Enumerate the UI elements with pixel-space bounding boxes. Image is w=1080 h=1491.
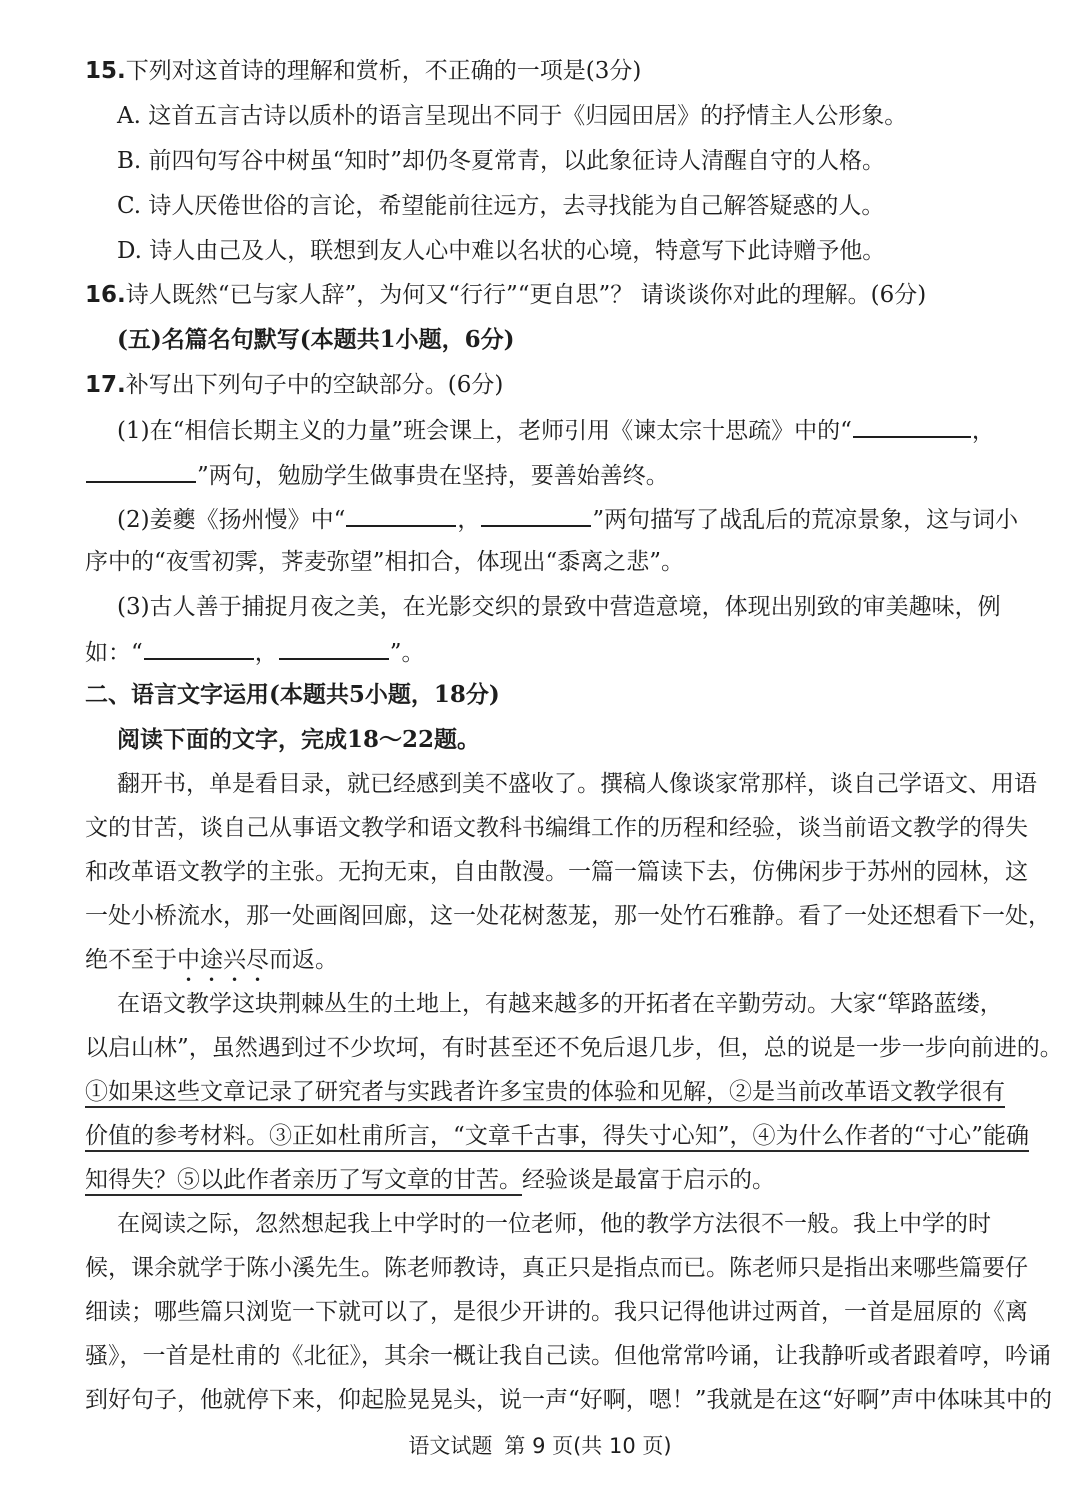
section-5-heading: (五)名篇名句默写(本题共1小题，6分) [117,326,515,353]
footer-page-number: 第 9 页(共 10 页) [504,1434,672,1458]
q17-item1-comma: ， [971,418,995,444]
answer-blank[interactable] [853,414,971,438]
passage-p2-line1: 在语文教学这块荆棘丛生的土地上，有越来越多的开拓者在辛勤劳动。大家“筚路蓝缕， [117,991,1003,1017]
passage-p1-line1: 翻开书，单是看目录，就已经感到美不盛收了。撰稿人像谈家常那样，谈自己学语文、用语 [117,771,1037,797]
q17-item1-line2 [85,459,1000,491]
q17-stem-line [85,370,1000,400]
q17-stem: 补写出下列句子中的空缺部分。(6分) [125,372,504,398]
answer-blank[interactable] [481,503,591,527]
q17-item2-line2: 序中的“夜雪初霁，荠麦弥望”相扣合，体现出“黍离之悲”。 [85,549,685,575]
answer-blank[interactable] [346,503,456,527]
reading-instruction: 阅读下面的文字，完成18～22题。 [117,726,481,753]
q15-stem: 下列对这首诗的理解和赏析，不正确的一项是(3分) [125,58,642,84]
passage-p2-line3 [85,1077,1005,1107]
q15-option-b: B. 前四句写谷中树虽“知时”却仍冬夏常青，以此象征诗人清醒自守的人格。 [117,148,886,174]
q16-number: 16. [85,282,126,308]
q17-number: 17. [85,372,126,398]
passage-p3-line5: 到好句子，他就停下来，仰起脸晃晃头，说一声“好啊，嗯！”我就是在这“好啊”声中体味其中的 [85,1387,1053,1413]
underlined-sentence-2-end: 价值的参考材料。 [85,1123,269,1152]
footer-subject: 语文试题 [408,1434,493,1458]
passage-p2-line4 [85,1121,1030,1151]
q15-number: 15. [85,58,126,84]
q17-item3-comma: ， [254,640,278,666]
q15-option-d: D. 诗人由己及人，联想到友人心中难以名状的心境，特意写下此诗赠予他。 [117,238,886,264]
passage-p1-line5 [85,945,1000,987]
q15-option-a: A. 这首五言古诗以质朴的语言呈现出不同于《归园田居》的抒情主人公形象。 [117,103,908,129]
q17-item1-tail: ”两句，勉励学生做事贵在坚持，要善始善终。 [197,463,669,489]
q17-item3-tail: ”。 [389,640,425,666]
passage-p1-line3: 和改革语文教学的主张。无拘无束，自由散漫。一篇一篇读下去，仿佛闲步于苏州的园林，这 [85,859,1028,885]
q17-item2-text: (2)姜夔《扬州慢》中“ [117,507,346,533]
q16-stem: 诗人既然“已与家人辞”，为何又“行行”“更自思”？ 请谈谈你对此的理解。(6分) [125,282,927,308]
underlined-sentence-4: ④为什么作者的“寸心”能确 [753,1123,1030,1152]
underlined-sentence-2: ②是当前改革语文教学很有 [729,1079,1005,1108]
underlined-sentence-1: ①如果这些文章记录了研究者与实践者许多宝贵的体验和见解， [85,1079,729,1108]
q17-item2-line1 [117,503,1019,535]
passage-p1-line2: 文的甘苦，谈自己从事语文教学和语文教科书编缉工作的历程和经验，谈当前语文教学的得失 [85,815,1028,841]
passage-p3-line1: 在阅读之际，忽然想起我上中学时的一位老师，他的教学方法很不一般。我上中学的时 [117,1211,991,1237]
answer-blank[interactable] [86,459,196,483]
q17-item2-comma: ， [457,507,481,533]
q17-item1-text: (1)在“相信长期主义的力量”班会课上，老师引用《谏太宗十思疏》中的“ [117,418,852,444]
passage-text: 绝不至于 [85,947,177,973]
underlined-sentence-3: ③正如杜甫所言，“文章千古事，得失寸心知”， [269,1123,753,1152]
q17-item3-prefix: 如：“ [85,640,143,666]
passage-p1-line4: 一处小桥流水，那一处画阁回廊，这一处花树葱茏，那一处竹石雅静。看了一处还想看下一处， [85,903,1051,929]
passage-p2-line2: 以启山林”，虽然遇到过不少坎坷，有时甚至还不免后退几步，但，总的说是一步一步向前进的。 [85,1035,1063,1061]
underlined-sentence-4-end: 知得失？ [85,1167,177,1196]
q15-option-c: C. 诗人厌倦世俗的言论，希望能前往远方，去寻找能为自己解答疑惑的人。 [117,193,885,219]
dotted-phrase: 中途兴尽 [177,947,269,973]
answer-blank[interactable] [279,636,389,660]
answer-blank[interactable] [144,636,254,660]
passage-p3-line4: 骚》，一首是杜甫的《北征》，其余一概让我自己读。但他常常吟诵，让我静听或者跟着哼，吟诵 [85,1343,1051,1369]
q17-item1-line1 [117,414,1000,446]
q15-stem-line [85,56,1000,86]
passage-p3-line2: 候，课余就学于陈小溪先生。陈老师教诗，真正只是指点而已。陈老师只是指出来哪些篇要仔 [85,1255,1028,1281]
q17-item3-line2 [85,636,1000,668]
part-2-heading: 二、语言文字运用(本题共5小题，18分) [85,681,500,708]
passage-text: 经验谈是最富于启示的。 [522,1167,775,1193]
passage-text: 而返。 [269,947,338,973]
page-footer [0,1432,1080,1460]
q17-item3-line1: (3)古人善于捕捉月夜之美，在光影交织的景致中营造意境，体现出别致的审美趣味，例 [117,594,1001,620]
underlined-sentence-5: ⑤以此作者亲历了写文章的甘苦。 [177,1167,522,1196]
passage-p3-line3: 细读；哪些篇只浏览一下就可以了，是很少开讲的。我只记得他讲过两首，一首是屈原的《离 [85,1299,1028,1325]
q17-item2-tail: ”两句描写了战乱后的荒凉景象，这与词小 [592,507,1019,533]
passage-p2-line5 [85,1165,1000,1195]
q16-line [85,280,1000,310]
